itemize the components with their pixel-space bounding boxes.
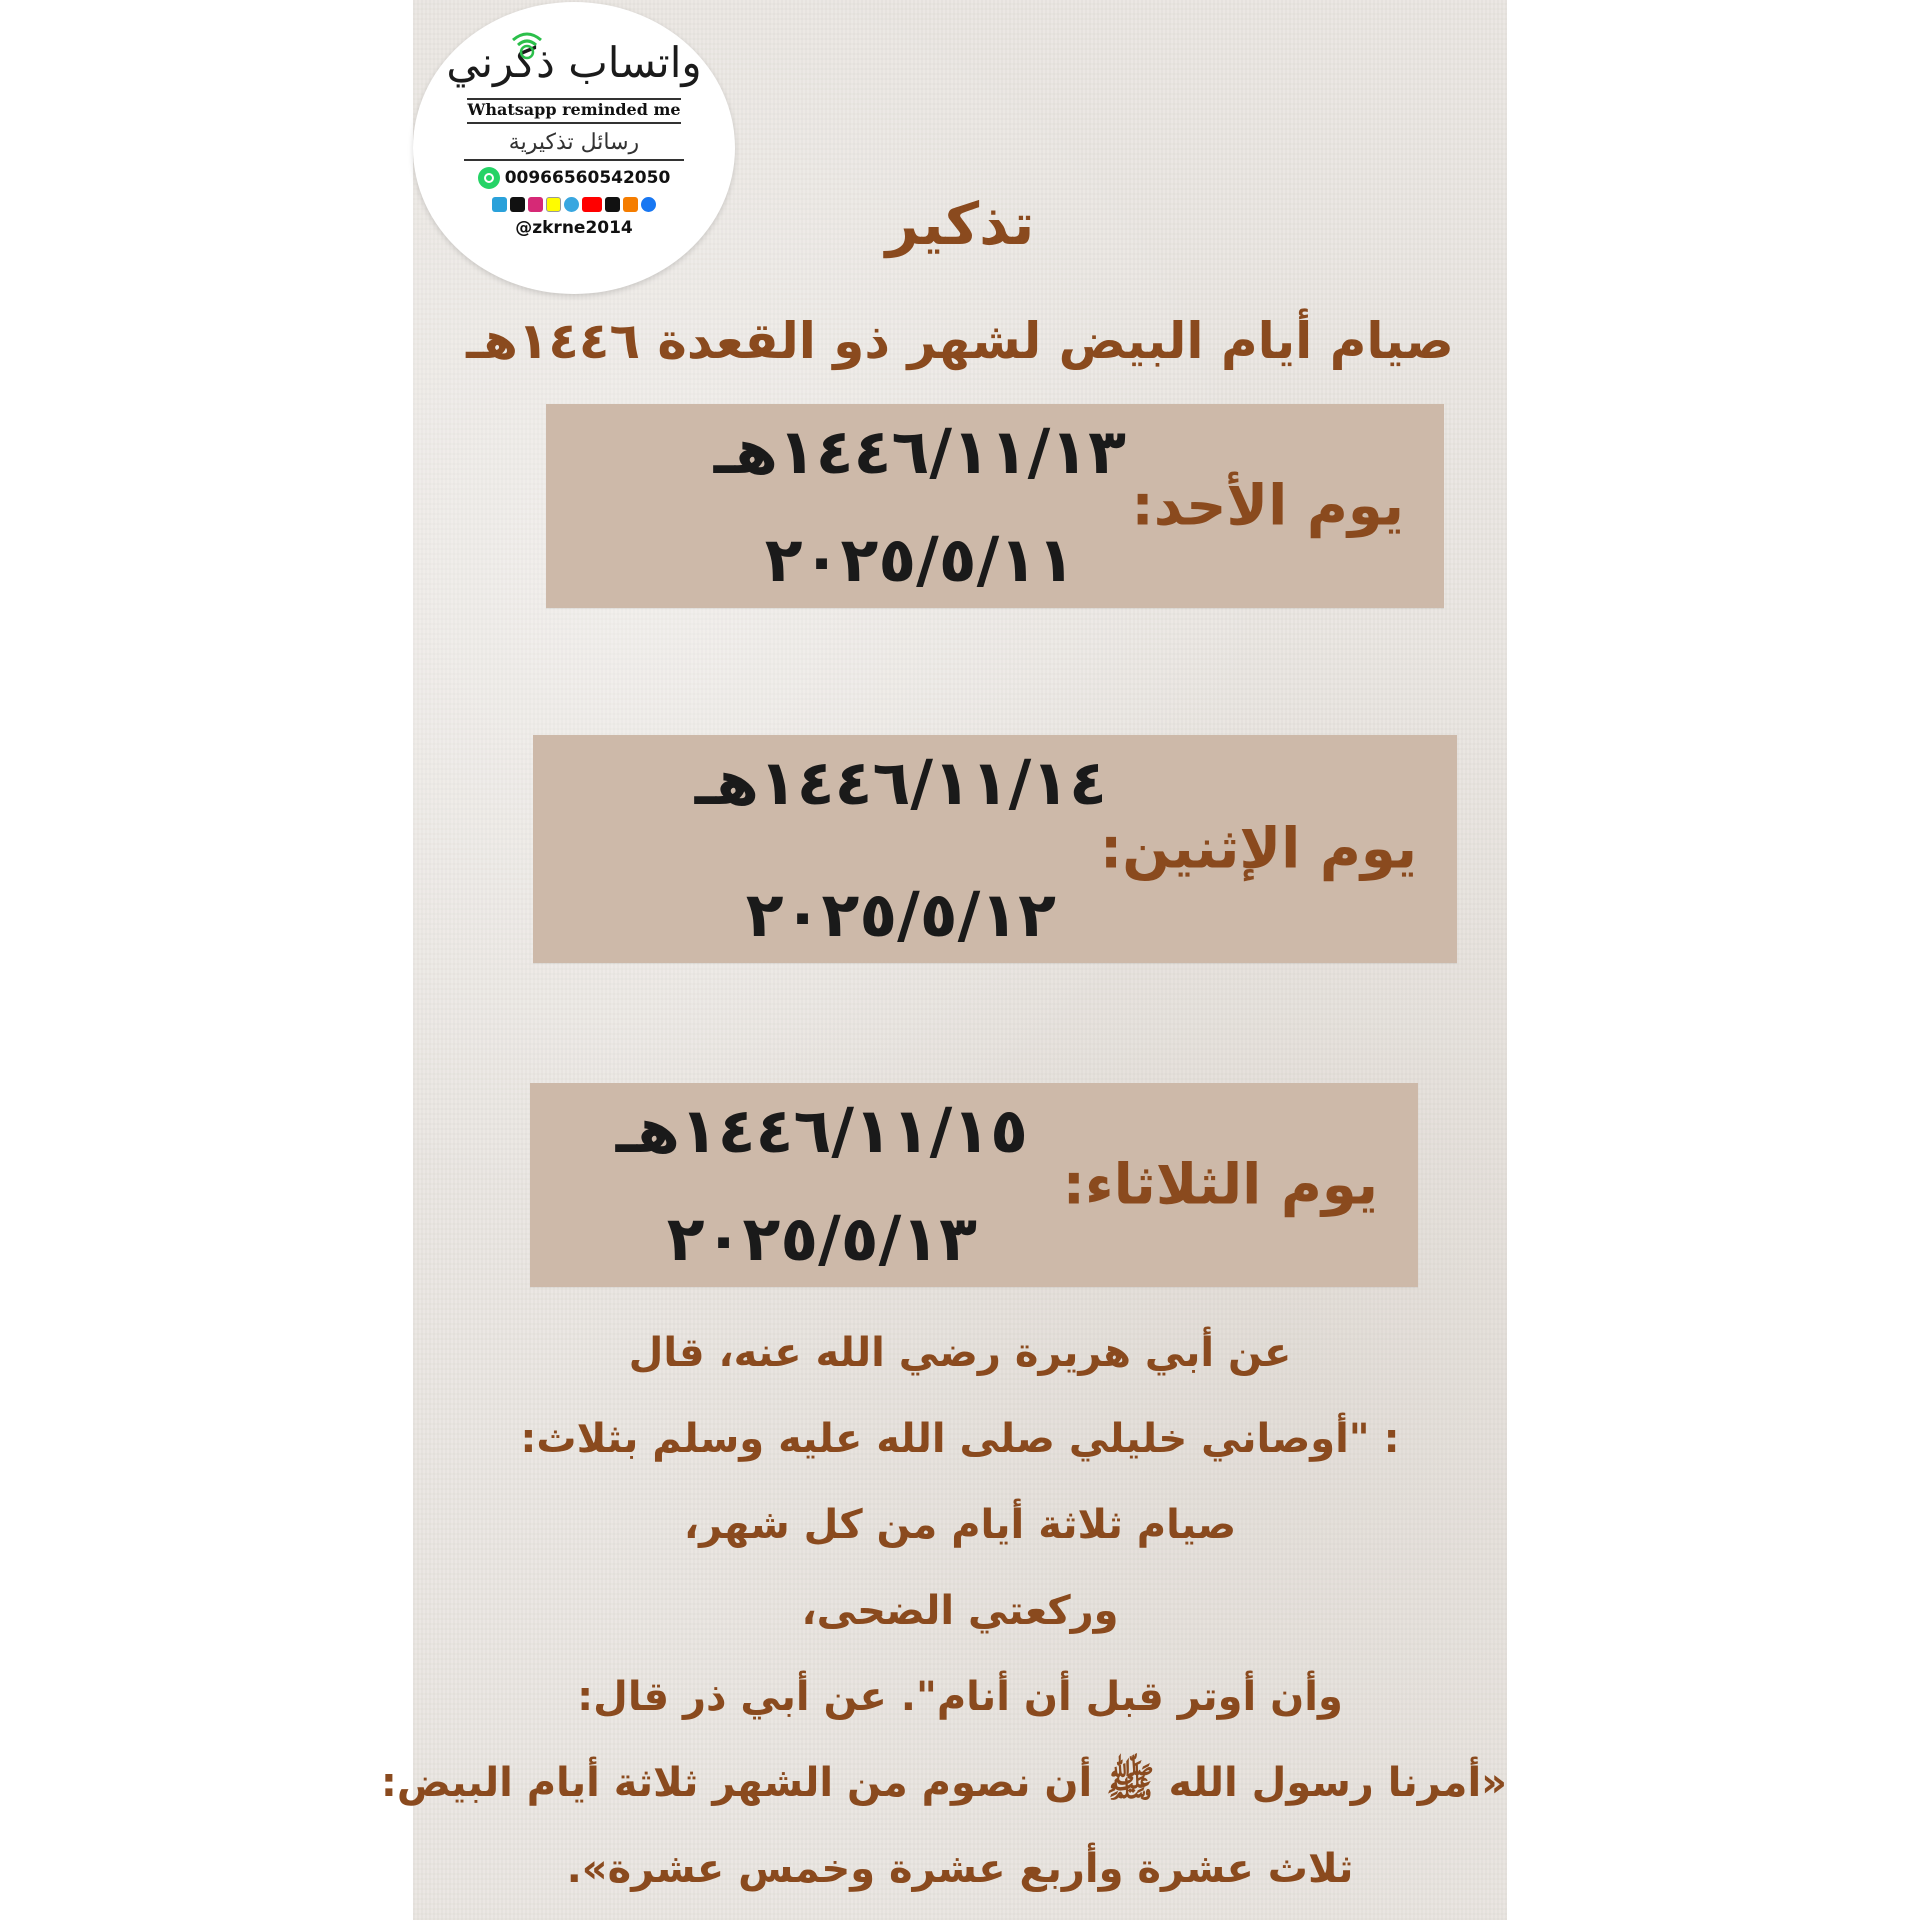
page-title: تذكير [885,190,1035,258]
whatsapp-icon [478,167,500,189]
gregorian-date: ٢٠٢٥/٥/١١ [764,522,1075,596]
dates [694,746,1107,951]
hadith-line: «أمرنا رسول الله ﷺ أن نصوم من الشهر ثلاثة أيام البيض: [380,1760,1507,1806]
brand-name-ar: واتساب ذكرني [446,42,701,84]
day-label: يوم الأحد: [1131,473,1404,539]
social-handle: @zkrne2014 [515,218,633,238]
brand-tagline: رسائل تذكيرية [464,130,684,161]
day-box-sunday [546,404,1444,608]
page-subtitle: صيام أيام البيض لشهر ذو القعدة ١٤٤٦هـ [466,312,1454,370]
phone-number: 00966560542050 [504,168,671,188]
day-box-monday [533,735,1457,963]
day-label: يوم الثلاثاء: [1062,1152,1378,1218]
hadith-line: عن أبي هريرة رضي الله عنه، قال [628,1330,1292,1376]
contact-phone [478,167,671,189]
dates [713,415,1126,596]
hadith-line: : "أوصاني خليلي صلى الله عليه وسلم بثلاث: [520,1416,1400,1462]
hadith-line: صيام ثلاثة أيام من كل شهر، [683,1502,1237,1548]
hadith-line: ثلاث عشرة وأربع عشرة وخمس عشرة». [566,1846,1354,1892]
hadith-line: وأن أوتر قبل أن أنام". عن أبي ذر قال: [577,1674,1343,1720]
hijri-date: ١٤٤٦/١١/١٣هـ [713,415,1126,488]
dates [615,1094,1028,1275]
gregorian-date: ٢٠٢٥/٥/١٣ [666,1201,977,1275]
hijri-date: ١٤٤٦/١١/١٤هـ [694,746,1107,819]
hijri-date: ١٤٤٦/١١/١٥هـ [615,1094,1028,1167]
hadith-text [380,1310,1507,1912]
wifi-clock-icon [510,28,544,62]
day-label: يوم الإثنين: [1099,816,1417,882]
hadith-line: وركعتي الضحى، [801,1588,1119,1634]
day-box-tuesday [530,1083,1418,1287]
gregorian-date: ٢٠٢٥/٥/١٢ [745,877,1056,951]
brand-name-en: Whatsapp reminded me [467,98,680,124]
